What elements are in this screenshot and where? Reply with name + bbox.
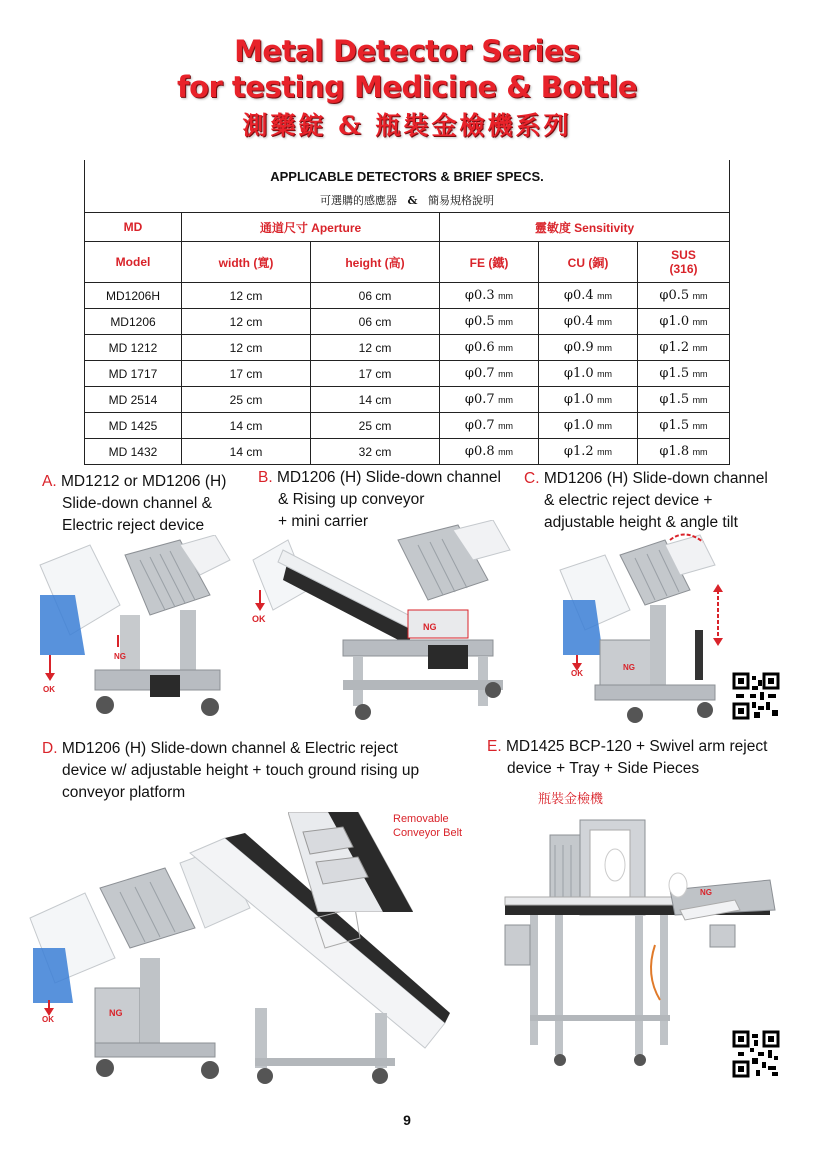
cell-height: 06 cm <box>311 309 440 335</box>
cell-sus: φ1.5 mm <box>638 413 730 439</box>
cell-width: 12 cm <box>182 335 311 361</box>
col-width: width (寬) <box>182 242 311 283</box>
machine-image-a <box>30 535 235 725</box>
machine-image-c <box>555 530 730 730</box>
table-row <box>85 413 730 439</box>
cell-model: MD 1212 <box>85 335 182 361</box>
cell-model: MD 2514 <box>85 387 182 413</box>
cell-model: MD1206 <box>85 309 182 335</box>
cell-cu: φ1.0 mm <box>539 413 638 439</box>
removable-belt-label: Removable Conveyor Belt <box>393 813 463 839</box>
qr-code-2 <box>732 1030 780 1078</box>
caption-e: E. MD1425 BCP-120 + Swivel arm reject device + Tray + Side Pieces <box>487 738 768 777</box>
cell-height: 32 cm <box>311 439 440 465</box>
cell-width: 14 cm <box>182 413 311 439</box>
cell-fe: φ0.7 mm <box>440 387 539 413</box>
table-row <box>85 309 730 335</box>
cell-width: 25 cm <box>182 387 311 413</box>
cell-height: 06 cm <box>311 283 440 309</box>
table-subheading <box>85 188 730 213</box>
cell-sus: φ1.8 mm <box>638 439 730 465</box>
ng-label-d: NG <box>109 1008 123 1018</box>
cell-sus: φ1.5 mm <box>638 387 730 413</box>
qr-code-1 <box>732 672 780 720</box>
cell-fe: φ0.7 mm <box>440 413 539 439</box>
machine-image-b <box>248 520 513 725</box>
cell-cu: φ0.4 mm <box>539 309 638 335</box>
cell-cu: φ1.2 mm <box>539 439 638 465</box>
title-line-1: Metal Detector Series <box>234 34 580 68</box>
cell-width: 12 cm <box>182 309 311 335</box>
table-row <box>85 361 730 387</box>
col-cu: CU (銅) <box>539 242 638 283</box>
cell-fe: φ0.8 mm <box>440 439 539 465</box>
subheading-amp: & <box>407 194 418 207</box>
col-md: MD <box>85 213 182 242</box>
ng-label-a: NG <box>114 652 126 661</box>
ng-label-c: NG <box>623 663 635 672</box>
table-row <box>85 335 730 361</box>
cell-model: MD 1425 <box>85 413 182 439</box>
cell-width: 12 cm <box>182 283 311 309</box>
col-fe: FE (鐵) <box>440 242 539 283</box>
ok-label-b: OK <box>252 614 266 624</box>
title-line-3-chinese: 測藥錠 & 瓶裝金檢機系列 <box>242 111 572 140</box>
ok-label-a: OK <box>43 685 55 694</box>
caption-e-chinese: 瓶裝金檢機 <box>538 792 604 807</box>
cell-sus: φ0.5 mm <box>638 283 730 309</box>
subheading-left: 可選購的感應器 <box>320 194 398 207</box>
title-line-2: for testing Medicine & Bottle <box>176 70 638 104</box>
col-aperture: 通道尺寸 Aperture <box>182 213 440 242</box>
table-row <box>85 387 730 413</box>
cell-fe: φ0.3 mm <box>440 283 539 309</box>
page-number: 9 <box>403 1112 411 1128</box>
caption-b: B. MD1206 (H) Slide-down channel & Rising up conveyor + mini carrier <box>258 469 501 530</box>
cell-fe: φ0.7 mm <box>440 361 539 387</box>
cell-width: 14 cm <box>182 439 311 465</box>
cell-fe: φ0.5 mm <box>440 309 539 335</box>
cell-height: 17 cm <box>311 361 440 387</box>
cell-sus: φ1.2 mm <box>638 335 730 361</box>
table-row <box>85 439 730 465</box>
col-height: height (高) <box>311 242 440 283</box>
caption-d: D. MD1206 (H) Slide-down channel & Electric reject device w/ adjustable height + touch ground rising up conveyor platform <box>42 740 420 801</box>
ng-label-b: NG <box>423 622 437 632</box>
ng-label-e: NG <box>700 888 712 897</box>
cell-cu: φ1.0 mm <box>539 361 638 387</box>
cell-model: MD 1432 <box>85 439 182 465</box>
cell-width: 17 cm <box>182 361 311 387</box>
cell-sus: φ1.5 mm <box>638 361 730 387</box>
cell-height: 25 cm <box>311 413 440 439</box>
cell-height: 14 cm <box>311 387 440 413</box>
cell-model: MD1206H <box>85 283 182 309</box>
cell-cu: φ0.4 mm <box>539 283 638 309</box>
cell-height: 12 cm <box>311 335 440 361</box>
spec-table <box>84 160 730 465</box>
table-heading: APPLICABLE DETECTORS & BRIEF SPECS. <box>85 160 730 188</box>
caption-a: A. MD1212 or MD1206 (H) Slide-down channel & Electric reject device <box>42 473 227 534</box>
cell-model: MD 1717 <box>85 361 182 387</box>
ok-label-c: OK <box>571 669 583 678</box>
ok-label-d: OK <box>42 1015 54 1024</box>
cell-sus: φ1.0 mm <box>638 309 730 335</box>
caption-c: C. MD1206 (H) Slide-down channel & electric reject device + adjustable height & angle tilt <box>524 470 768 531</box>
subheading-right: 簡易規格說明 <box>427 194 494 207</box>
col-sus: SUS (316) <box>638 242 730 283</box>
cell-fe: φ0.6 mm <box>440 335 539 361</box>
cell-cu: φ1.0 mm <box>539 387 638 413</box>
table-row <box>85 283 730 309</box>
cell-cu: φ0.9 mm <box>539 335 638 361</box>
col-sensitivity: 靈敏度 Sensitivity <box>440 213 730 242</box>
col-model: Model <box>85 242 182 283</box>
